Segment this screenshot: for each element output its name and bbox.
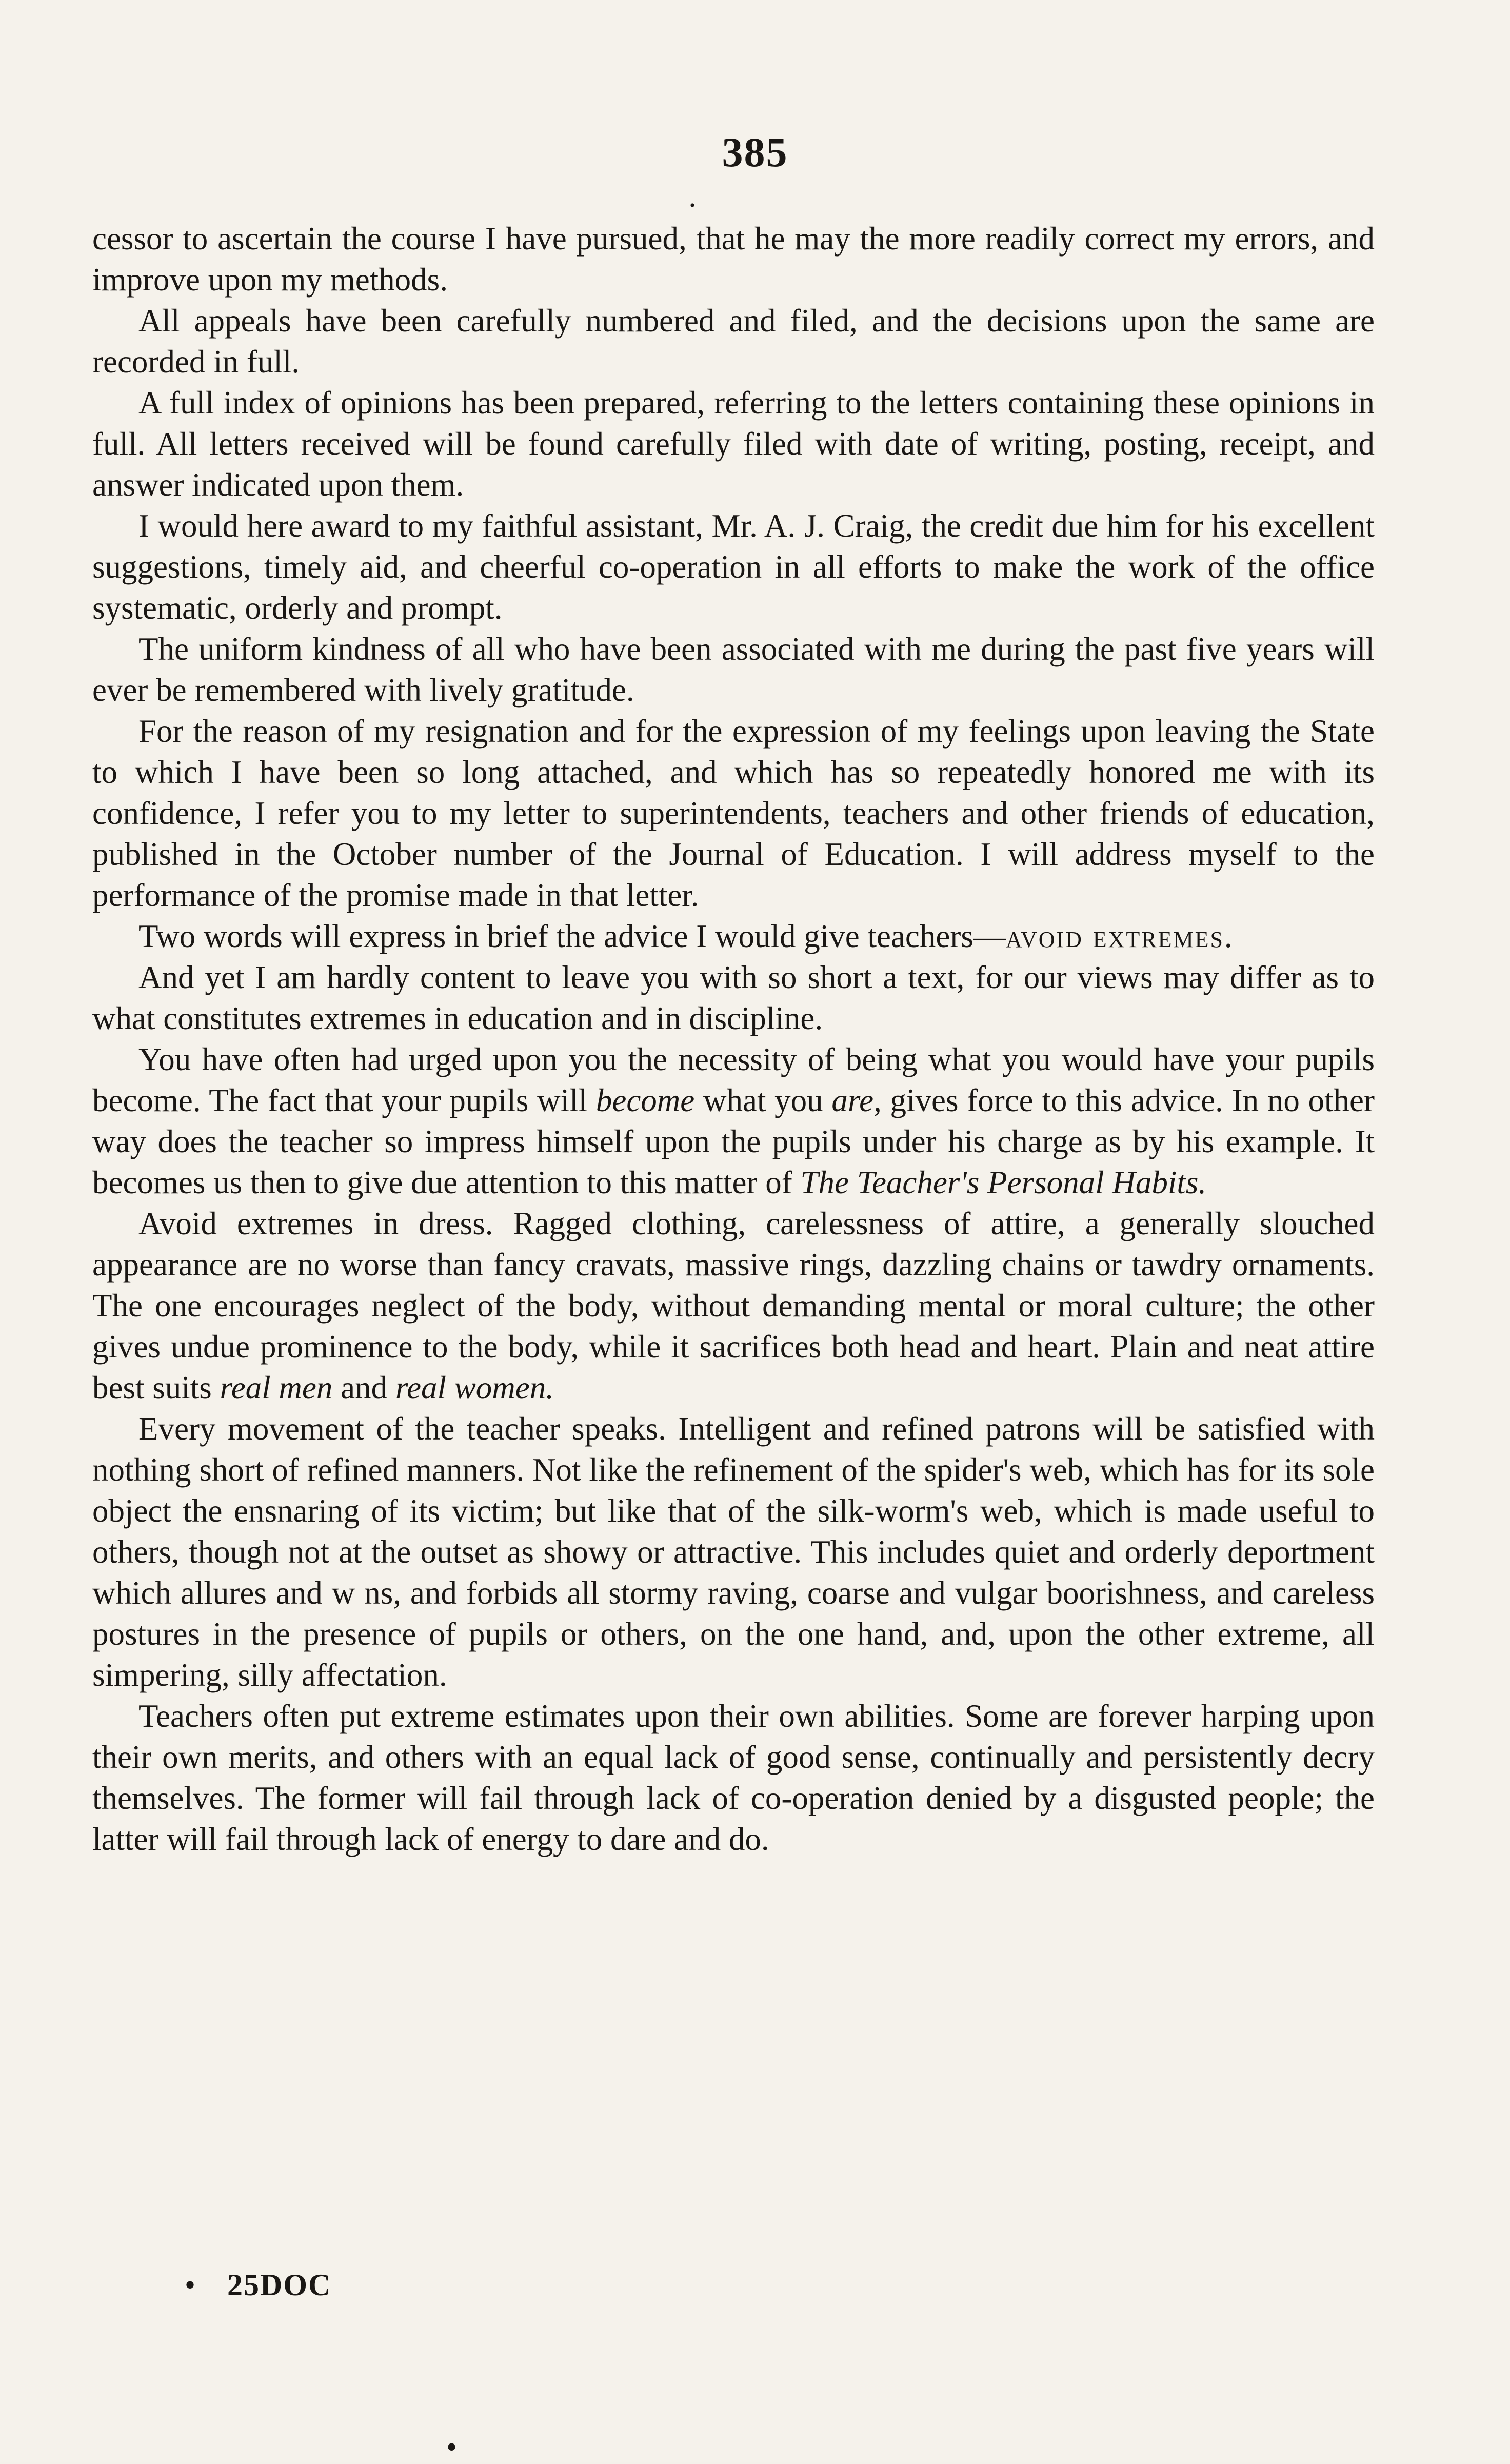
ink-dot: · xyxy=(687,188,698,222)
paragraph-10 xyxy=(92,1203,1375,1408)
emphasis-become: become xyxy=(595,1082,695,1118)
avoid-extremes-phrase: avoid extremes. xyxy=(1005,918,1234,954)
signature-mark xyxy=(185,2268,331,2303)
paragraph-7 xyxy=(92,916,1375,957)
paragraph-7-text: Two words will express in brief the advice I would give teachers— xyxy=(138,918,1006,954)
paragraph-6: For the reason of my resignation and for the expression of my feelings upon leaving the State to which I have been so long attached, and which has so repeatedly honored me with its confidence, I refer you to my letter to superintendents, teachers and other friends of education, published in the October number of the Journal of Education. I will address myself to the performance of the promise made in that letter. xyxy=(92,713,1375,913)
paragraph-10-text-c: and xyxy=(332,1370,395,1406)
paragraph-11: Every movement of the teacher speaks. Intelligent and refined patrons will be satisfied with nothing short of refined manners. Not like the refinement of the spider's web, which has for its sole object the ensnaring of its victim; but like that of the silk-worm's web, which is made useful to others, though not at the outset as showy or attractive. This includes quiet and orderly deportment which allures and w ns, and forbids all stormy raving, coarse and vulgar boorishness, and careless postures in the presence of pupils or others, on the one hand, and, upon the other extreme, all simpering, silly affectation. xyxy=(92,1411,1375,1693)
paragraph-8: And yet I am hardly content to leave you with so short a text, for our views may differ as to what constitutes extremes in education and in discipline. xyxy=(92,959,1375,1036)
paragraph-9-text-c: what you xyxy=(694,1082,832,1118)
paragraph-3: A full index of opinions has been prepared, referring to the letters containing these opinions in full. All letters received will be found carefully filed with date of writing, posting, receipt, and answer indicated upon them. xyxy=(92,385,1375,503)
paragraph-9-text-e: gives force to this advice. In no other way does the teacher so impress himself upon the pupils under his charge as by his example. It becomes us then to give due attention to this matter of xyxy=(92,1082,1375,1200)
page-number: 385 xyxy=(722,129,788,175)
paragraph-1: cessor to ascertain the course I have pursued, that he may the more readily correct my errors, and improve upon my methods. xyxy=(92,221,1375,298)
paragraph-10-text-a: Avoid extremes in dress. Ragged clothing, carelessness of attire, a generally slouched appearance are no worse than fancy cravats, massive rings, dazzling chains or tawdry ornaments. The one encourages neglect of the body, without demanding mental or moral culture; the other gives undue prominence to the body, while it sacrifices both head and heart. Plain and neat attire best suits xyxy=(92,1206,1375,1406)
paragraph-9-text-a: You have often had urged upon you the necessity of being what you would have your pupils become. The fact that your pupils will xyxy=(92,1041,1375,1118)
signature-mark-text: 25DOC xyxy=(227,2268,332,2302)
emphasis-are: are, xyxy=(831,1082,882,1118)
emphasis-real-women: real women. xyxy=(395,1370,554,1406)
paragraph-4: I would here award to my faithful assistant, Mr. A. J. Craig, the credit due him for his excellent suggestions, timely aid, and cheerful co-operation in all efforts to make the work of the office systematic, orderly and prompt. xyxy=(92,508,1375,626)
paragraph-12: Teachers often put extreme estimates upon their own abilities. Some are forever harping upon their own merits, and others with an equal lack of good sense, continually and persistently decry themselves. The former will fail through lack of co-operation denied by a disgusted people; the latter will fail through lack of energy to dare and do. xyxy=(92,1698,1375,1857)
emphasis-real-men: real men xyxy=(220,1370,333,1406)
signature-bullet: • xyxy=(185,2268,197,2302)
section-title-personal-habits: The Teacher's Personal Habits. xyxy=(800,1165,1207,1200)
paragraph-2: All appeals have been carefully numbered and filed, and the decisions upon the same are recorded in full. xyxy=(92,303,1375,380)
paragraph-9 xyxy=(92,1039,1375,1203)
body-text xyxy=(92,218,1375,1860)
paragraph-5: The uniform kindness of all who have been associated with me during the past five years will ever be remembered with lively gratitude. xyxy=(92,631,1375,708)
bottom-ink-dot: • xyxy=(446,2430,458,2464)
